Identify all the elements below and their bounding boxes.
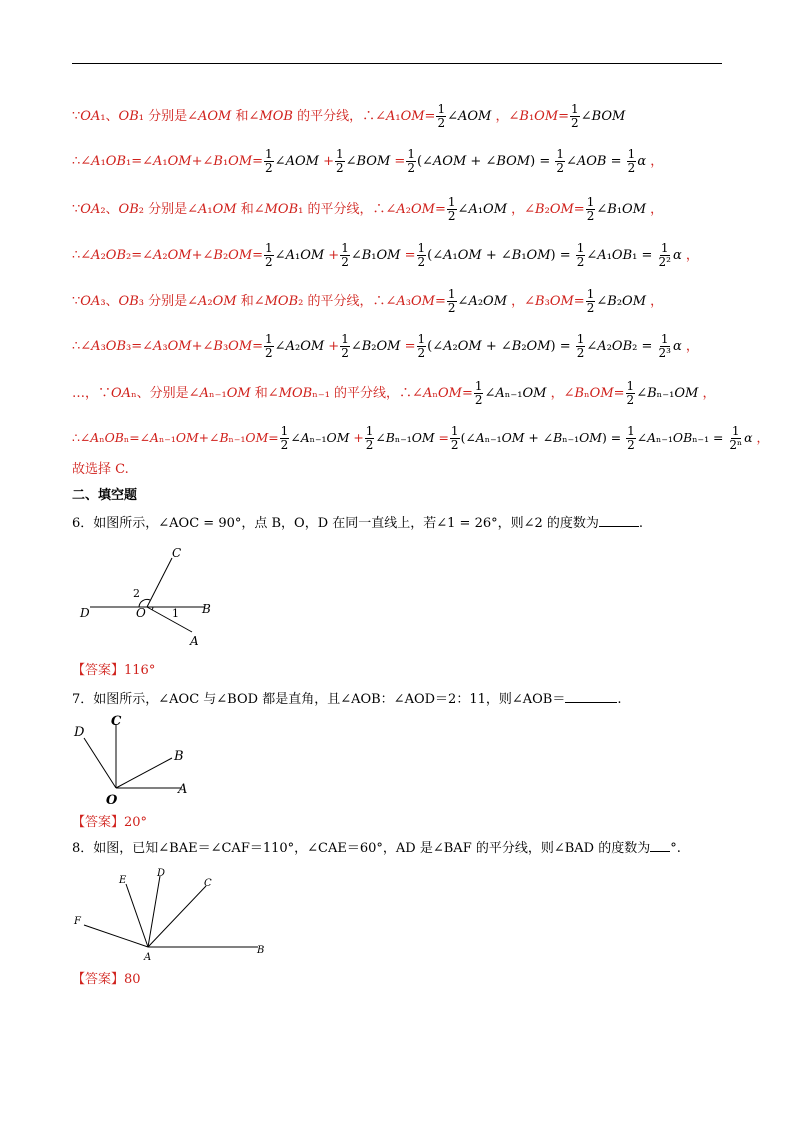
label-d: D (80, 606, 90, 620)
header-rule (72, 63, 722, 64)
answer-blank[interactable] (599, 514, 639, 527)
solution-line-6: ∴∠A₃OB₃=∠A₃OM+∠B₃OM= $\frac{1}{2}$ ∠A₂OM + $\frac{1}{2}$ ∠B₂OM = $\frac{1}{2}$ (∠A₂OM + ∠B₂OM) = $\frac{1}{2}$ ∠A₂OB₂ = $\frac{1}{\text{2³}}$ α ， (72, 332, 699, 360)
answer-label: 【答案】 (72, 663, 125, 678)
solution-line-3: ∵OA₂、OB₂ 分别是∠A₁OM 和∠MOB₁ 的平分线，∴∠A₂OM= $\frac{1}{2}$ ∠A₁OM ，∠B₂OM= $\frac{1}{2}$ ∠B₁OM ， (72, 195, 664, 223)
label-d: D (157, 868, 166, 879)
question-6-text: 6．如图所示，∠AOC = 90°，点 B，O，D 在同一直线上，若∠1 = 26°，则∠2 的度数为 (72, 516, 599, 531)
solution-line-4: ∴∠A₂OB₂=∠A₂OM+∠B₂OM= $\frac{1}{2}$ ∠A₁OM + $\frac{1}{2}$ ∠B₁OM = $\frac{1}{2}$ (∠A₁OM + ∠B₁OM) = $\frac{1}{2}$ ∠A₁OB₁ = $\frac{1}{\text{2²}}$ α ， (72, 241, 699, 269)
ray-ae (126, 884, 148, 947)
label-d: D (74, 725, 85, 740)
label-o: O (106, 793, 118, 808)
question-8-text: 8．如图，已知∠BAE＝∠CAF＝110°，∠CAE＝60°，AD 是∠BAF 的平分线，则∠BAD 的度数为 (72, 841, 651, 856)
ray-oa (147, 607, 192, 632)
label-c: C (172, 546, 182, 560)
label-a: A (178, 782, 188, 797)
question-6 (72, 514, 643, 534)
question-7-text: 7．如图所示，∠AOC 与∠BOD 都是直角，且∠AOB：∠AOD＝2：11，则∠AOB＝ (72, 692, 566, 707)
section-title: 二、填空题 (72, 488, 138, 503)
question-end: . (617, 692, 622, 707)
answer-value: 116° (124, 663, 156, 678)
label-f: F (74, 916, 81, 927)
label-c: C (204, 878, 212, 889)
question-7 (72, 690, 622, 710)
label-angle-2: 2 (133, 587, 140, 600)
answer-6 (72, 661, 155, 681)
answer-value: 80 (124, 972, 141, 987)
figure-q8 (72, 864, 272, 964)
label-b: B (257, 945, 265, 956)
ray-oc (147, 558, 172, 607)
question-end: . (638, 516, 644, 531)
question-end: °. (670, 841, 681, 856)
label-a: A (190, 634, 199, 648)
conclusion: 故选择 C. (72, 462, 129, 477)
ray-ob (116, 758, 172, 788)
answer-value: 20° (124, 815, 148, 830)
question-8 (72, 839, 681, 859)
ray-od (84, 738, 116, 788)
answer-label: 【答案】 (72, 815, 125, 830)
label-c: C (111, 714, 122, 729)
solution-line-5: ∵OA₃、OB₃ 分别是∠A₂OM 和∠MOB₂ 的平分线，∴∠A₃OM= $\frac{1}{2}$ ∠A₂OM ，∠B₃OM= $\frac{1}{2}$ ∠B₂OM ， (72, 287, 664, 315)
label-e: E (119, 875, 127, 886)
answer-blank[interactable] (565, 690, 617, 703)
label-b: B (174, 749, 184, 764)
label-angle-1: 1 (172, 607, 179, 620)
figure-q7 (70, 712, 200, 812)
figure-q6 (80, 545, 230, 655)
label-o: O (136, 606, 146, 620)
answer-blank[interactable] (650, 839, 670, 852)
solution-line-7: …，∵OAₙ、分别是∠Aₙ₋₁OM 和∠MOBₙ₋₁ 的平分线，∴∠AₙOM= $\frac{1}{2}$ ∠Aₙ₋₁OM ，∠BₙOM= $\frac{1}{2}$ ∠Bₙ₋₁OM ， (72, 379, 716, 407)
answer-8 (72, 970, 141, 990)
answer-7 (72, 813, 147, 833)
label-b: B (202, 602, 211, 616)
answer-label: 【答案】 (72, 972, 125, 987)
ray-af (84, 925, 148, 947)
solution-line-8: ∴∠AₙOBₙ=∠Aₙ₋₁OM+∠Bₙ₋₁OM= $\frac{1}{2}$ ∠Aₙ₋₁OM + $\frac{1}{2}$ ∠Bₙ₋₁OM = $\frac{1}{2}$ (∠Aₙ₋₁OM + ∠Bₙ₋₁OM) = $\frac{1}{2}$ ∠Aₙ₋₁OBₙ₋₁ = $\frac{1}{\text{2ⁿ}}$ α ， (72, 424, 769, 452)
solution-line-1: ∵OA₁、OB₁ 分别是∠AOM 和∠MOB 的平分线，∴∠A₁OM= $\frac{1}{2}$ ∠AOM ，∠B₁OM= $\frac{1}{2}$ ∠BOM (72, 102, 626, 130)
label-a: A (144, 952, 152, 963)
solution-line-2: ∴∠A₁OB₁=∠A₁OM+∠B₁OM= $\frac{1}{2}$ ∠AOM + $\frac{1}{2}$ ∠BOM = $\frac{1}{2}$ (∠AOM + ∠BOM) = $\frac{1}{2}$ ∠AOB = $\frac{1}{2}$ α ， (72, 147, 664, 175)
